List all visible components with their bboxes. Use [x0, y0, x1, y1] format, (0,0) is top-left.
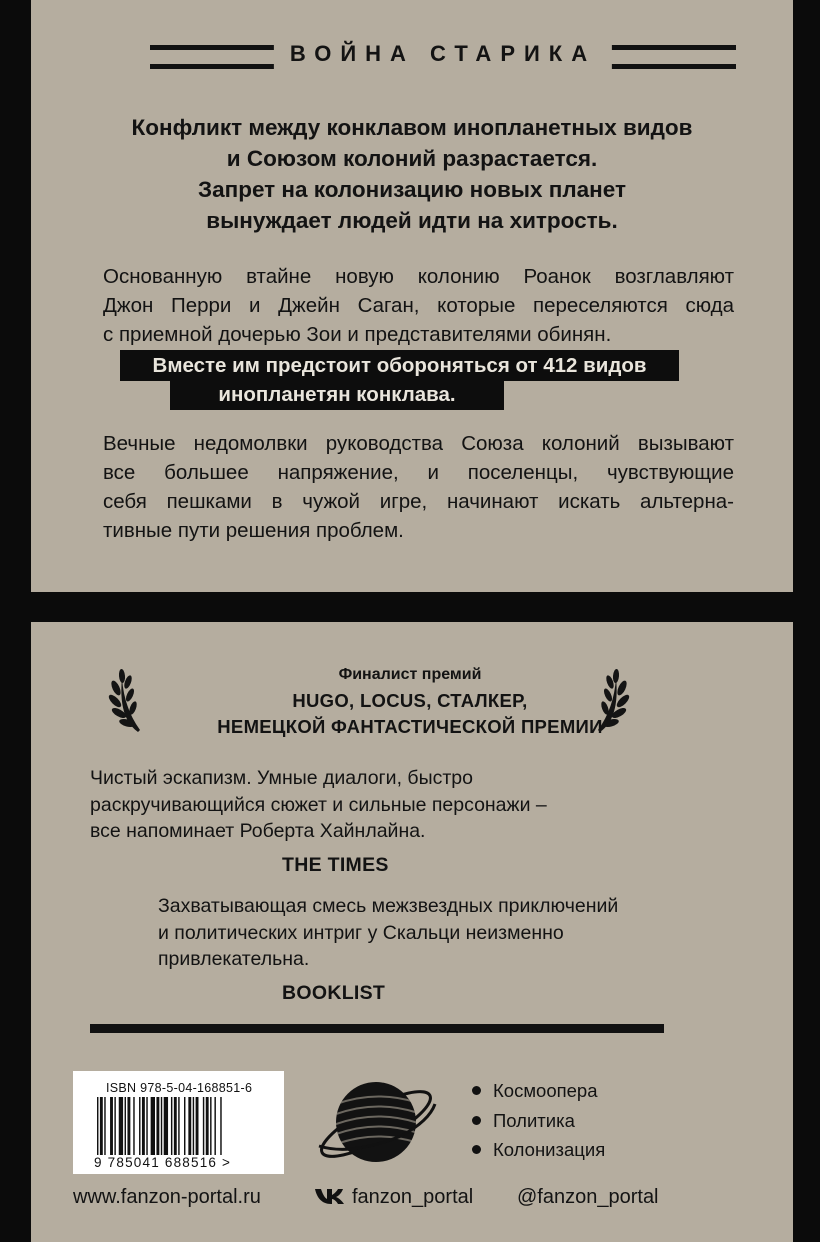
awards-names: НЕМЕЦКОЙ ФАНТАСТИЧЕСКОЙ ПРЕМИИ	[217, 716, 603, 737]
barcode-bar	[178, 1097, 179, 1155]
lead-line: Запрет на колонизацию новых планет	[198, 177, 626, 202]
barcode-bar	[104, 1097, 105, 1155]
genre-label: Политика	[493, 1109, 575, 1131]
series-banner	[150, 41, 736, 72]
barcode-bar	[161, 1097, 162, 1155]
synopsis-paragraph-2	[103, 429, 734, 545]
barcode-bar	[127, 1097, 130, 1155]
lead-text	[31, 112, 793, 236]
barcode-bar	[110, 1097, 113, 1155]
barcode-bar	[193, 1097, 194, 1155]
barcode-bar	[206, 1097, 209, 1155]
text-line: с приемной дочерью Зои и представителями обинян.	[103, 323, 612, 346]
divider	[90, 1024, 664, 1033]
bullet-dot	[472, 1086, 481, 1095]
barcode-bar	[100, 1097, 103, 1155]
barcode-bar	[184, 1097, 185, 1155]
vk-link[interactable]	[314, 1186, 473, 1209]
genre-item	[468, 1076, 605, 1106]
barcode-bar	[196, 1097, 199, 1155]
text-line: все большее напряжение, и поселенцы, чувствующие	[103, 461, 734, 484]
review-source: THE TIMES	[282, 854, 389, 876]
bullet-dot	[472, 1116, 481, 1125]
barcode-bar	[174, 1097, 177, 1155]
highlight-line: инопланетян конклава.	[170, 379, 504, 410]
genre-label: Космоопера	[493, 1080, 598, 1101]
barcode	[73, 1071, 284, 1174]
lead-line: Конфликт между конклавом инопланетных видов	[131, 115, 693, 140]
barcode-digits: 9 785041 688516 >	[94, 1155, 232, 1170]
text-line: себя пешками в чужой игре, начинают искать альтерна-	[103, 490, 734, 513]
awards-names: HUGO, LOCUS, СТАЛКЕР,	[292, 690, 528, 711]
series-title: ВОЙНА СТАРИКА	[274, 37, 612, 71]
awards-block	[0, 662, 820, 740]
awards-intro: Финалист премий	[338, 666, 482, 683]
barcode-bar	[114, 1097, 115, 1155]
barcode-bar	[203, 1097, 204, 1155]
planet-icon	[311, 1066, 441, 1178]
quote-line: Чистый эскапизм. Умные диалоги, быстро	[90, 767, 473, 789]
bullet-dot	[472, 1145, 481, 1154]
barcode-bar	[97, 1097, 98, 1155]
review-quote	[90, 765, 547, 845]
text-line: Джон Перри и Джейн Саган, которые переселяются сюда	[103, 294, 734, 317]
website-link[interactable]: www.fanzon-portal.ru	[73, 1186, 261, 1208]
barcode-bar	[214, 1097, 215, 1155]
barcode-bar	[151, 1097, 155, 1155]
genre-item	[468, 1106, 605, 1136]
synopsis-paragraph-1	[103, 262, 734, 349]
barcode-bar	[220, 1097, 221, 1155]
genre-label: Колонизация	[493, 1139, 606, 1160]
text-line: Вечные недомолвки руководства Союза колоний вызывают	[103, 432, 734, 455]
barcode-bar	[188, 1097, 191, 1155]
barcode-bar	[133, 1097, 134, 1155]
barcode-bar	[125, 1097, 126, 1155]
genre-list	[468, 1076, 605, 1165]
barcode-bar	[156, 1097, 159, 1155]
vk-icon	[314, 1187, 350, 1205]
review-source: BOOKLIST	[282, 982, 386, 1004]
text-line: тивные пути решения проблем.	[103, 519, 404, 542]
barcode-bar	[164, 1097, 168, 1155]
barcode-bar	[139, 1097, 140, 1155]
text-line: Основанную втайне новую колонию Роанок возглавляют	[103, 265, 734, 288]
isbn-label: ISBN 978-5-04-168851-6	[106, 1081, 253, 1095]
quote-line: Захватывающая смесь межзвездных приключений	[158, 895, 619, 917]
highlight-line: Вместе им предстоит обороняться от 412 видов	[120, 350, 679, 381]
barcode-bar	[210, 1097, 211, 1155]
barcode-bar	[119, 1097, 123, 1155]
quote-line: все напоминает Роберта Хайнлайна.	[90, 820, 426, 842]
genre-item	[468, 1135, 605, 1165]
quote-line: раскручивающийся сюжет и сильные персонажи –	[90, 793, 547, 816]
barcode-bar	[142, 1097, 145, 1155]
barcode-bar	[171, 1097, 172, 1155]
review-quote	[158, 893, 618, 973]
quote-line: и политических интриг у Скальци неизменно	[158, 921, 564, 944]
quote-line: привлекательна.	[158, 948, 310, 970]
barcode-bar	[146, 1097, 147, 1155]
lead-line: и Союзом колоний разрастается.	[226, 146, 598, 171]
barcode-bars	[97, 1097, 267, 1155]
lead-line: вынуждает людей идти на хитрость.	[206, 208, 618, 233]
social-handle-link[interactable]: @fanzon_portal	[517, 1186, 659, 1208]
description-panel	[31, 0, 793, 592]
vk-handle: fanzon_portal	[352, 1186, 474, 1208]
